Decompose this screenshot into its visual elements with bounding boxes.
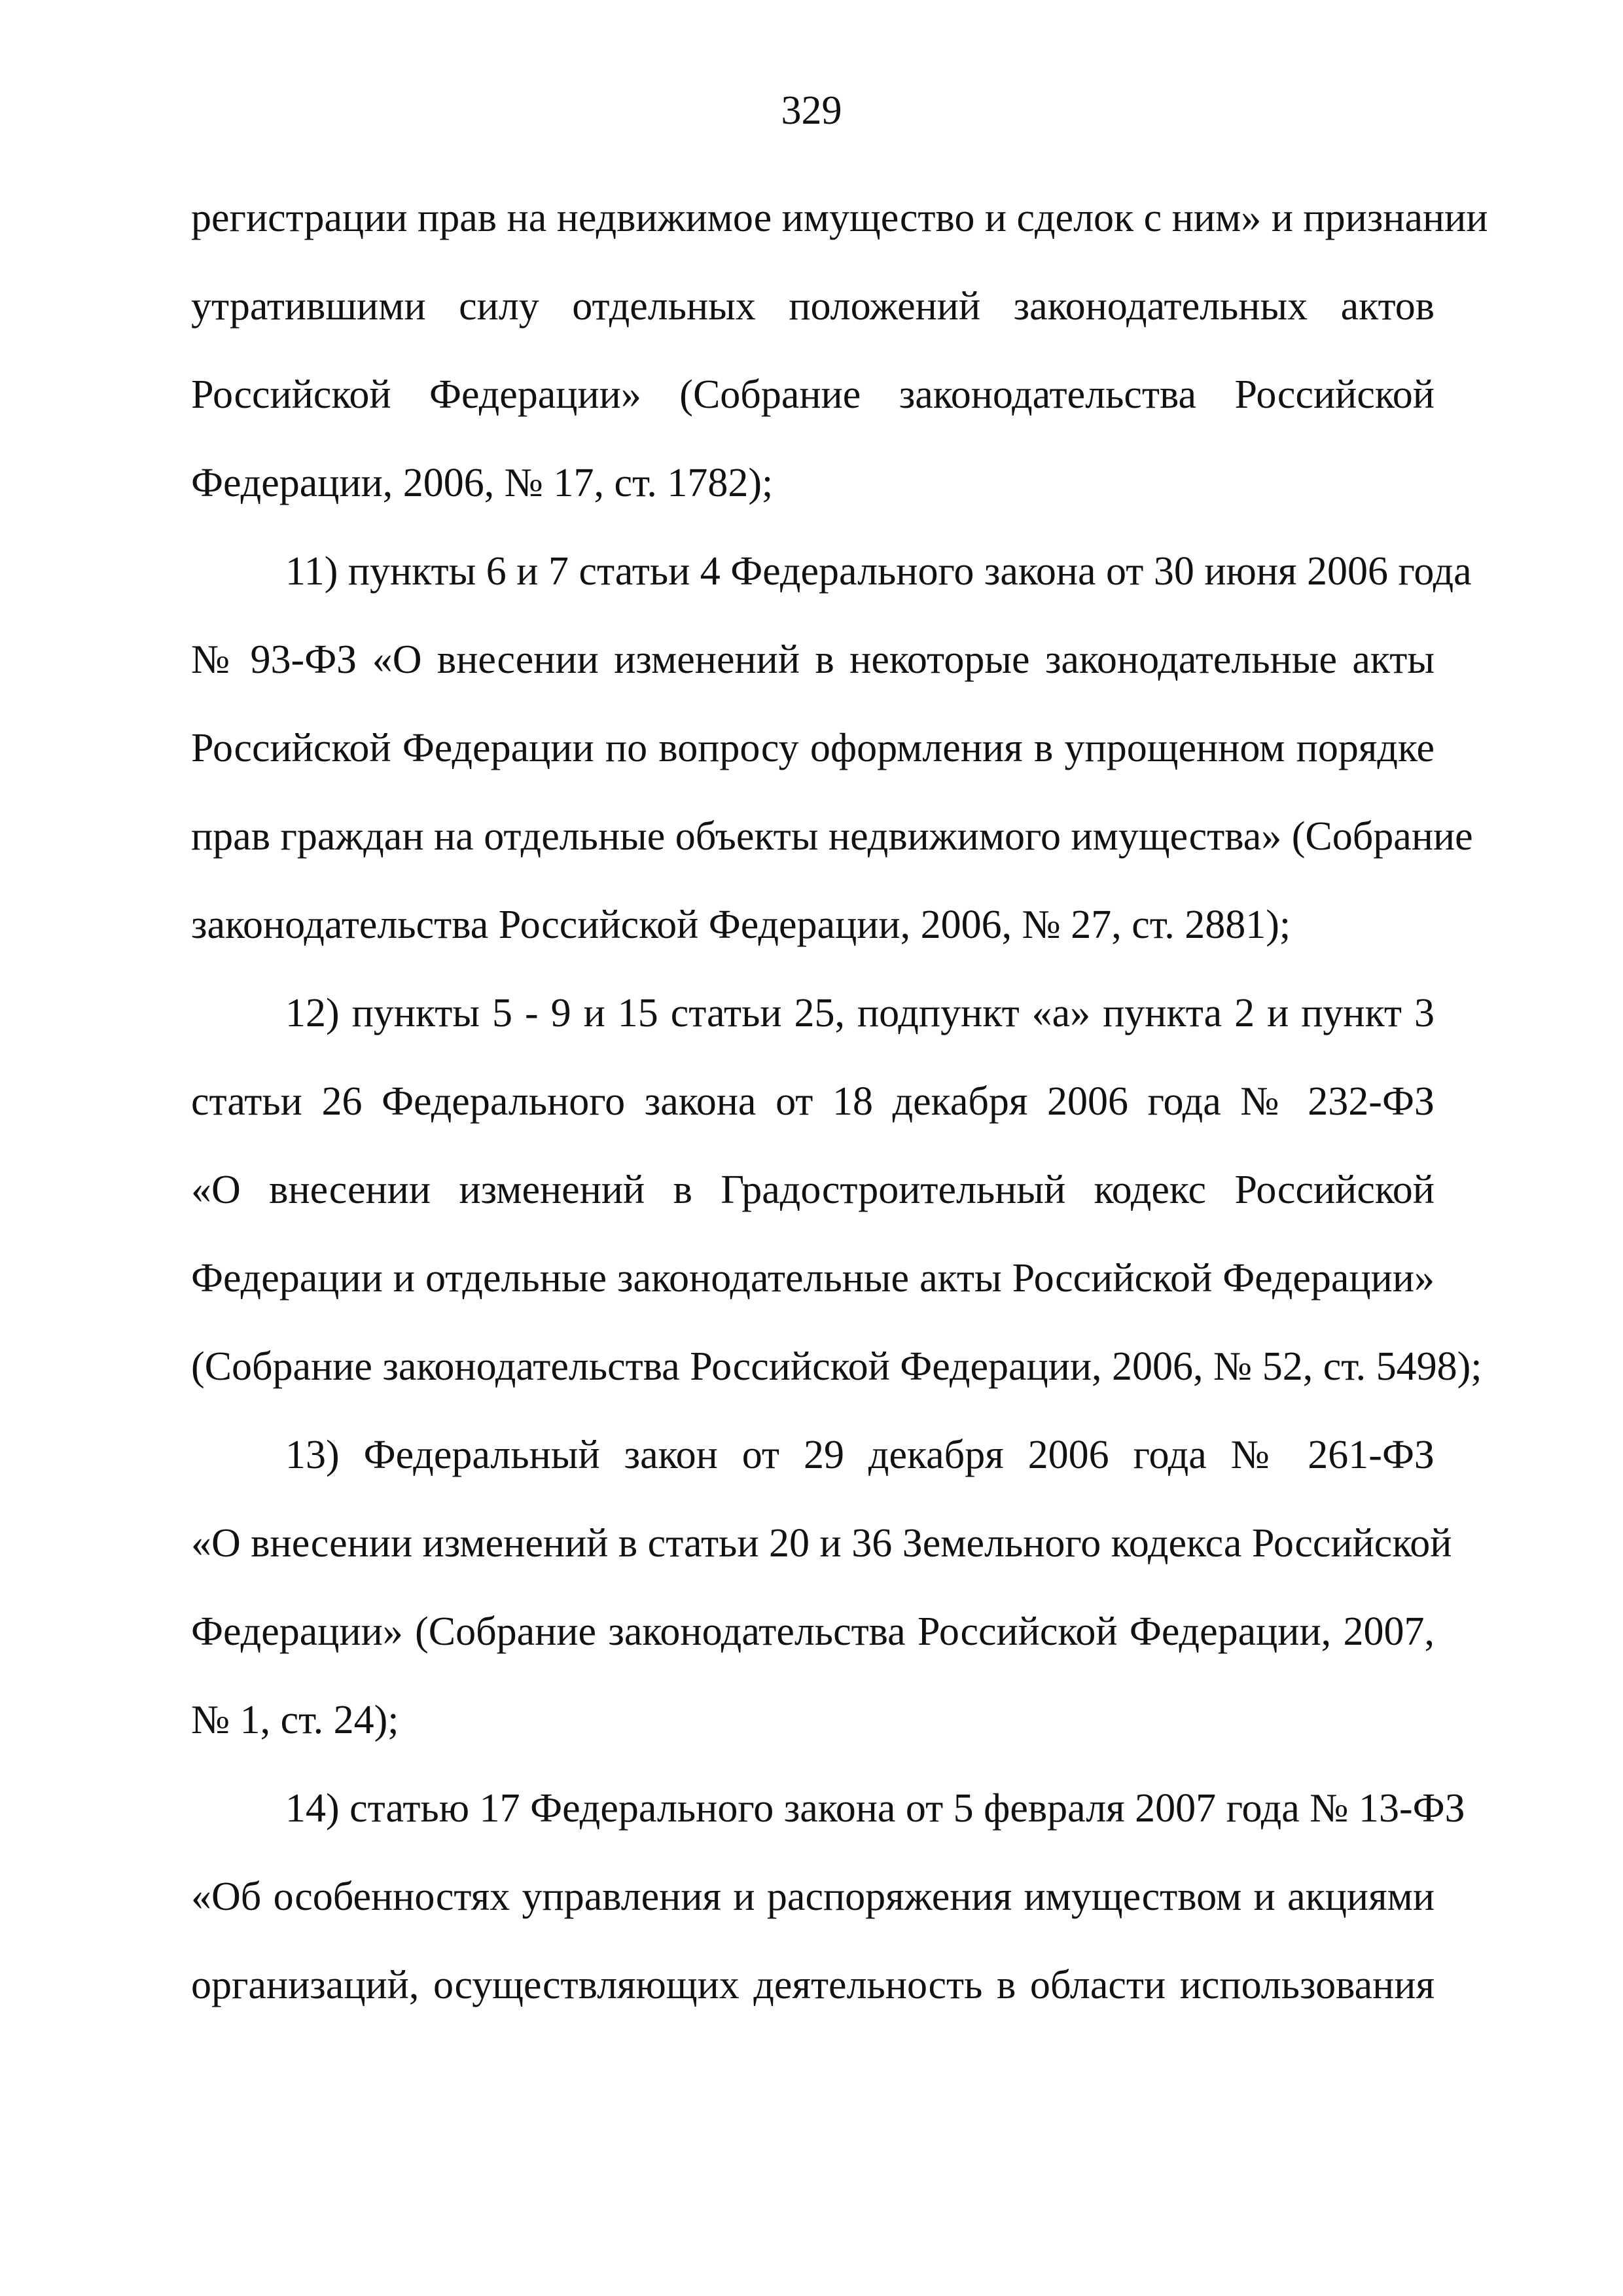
document-body [191, 174, 1488, 2030]
text-line: организаций, осуществляющих деятельность в области использования [191, 1963, 1435, 2007]
text-line: 12) пункты 5 - 9 и 15 статьи 25, подпункт «а» пункта 2 и пункт 3 [285, 991, 1435, 1035]
text-line: «О внесении изменений в Градостроительный кодекс Российской [191, 1168, 1435, 1212]
page-number: 329 [781, 88, 842, 133]
text-line: законодательства Российской Федерации, 2006, № 27, ст. 2881); [191, 903, 1291, 947]
text-line: прав граждан на отдельные объекты недвижимого имущества» (Собрание [191, 814, 1473, 859]
text-line: Российской Федерации по вопросу оформления в упрощенном порядке [191, 726, 1435, 770]
text-line: № 1, ст. 24); [191, 1698, 399, 1742]
text-line: 11) пункты 6 и 7 статьи 4 Федерального закона от 30 июня 2006 года [285, 549, 1472, 594]
text-line: «О внесении изменений в статьи 20 и 36 Земельного кодекса Российской [191, 1521, 1452, 1566]
text-line: Федерации» (Собрание законодательства Российской Федерации, 2007, [191, 1609, 1435, 1654]
text-line: статьи 26 Федерального закона от 18 декабря 2006 года № 232-ФЗ [191, 1079, 1435, 1124]
text-line: (Собрание законодательства Российской Федерации, 2006, № 52, ст. 5498); [191, 1344, 1482, 1389]
text-line: 13) Федеральный закон от 29 декабря 2006 года № 261-ФЗ [285, 1433, 1435, 1477]
text-line: утратившими силу отдельных положений законодательных актов [191, 284, 1435, 329]
text-line: № 93-ФЗ «О внесении изменений в некоторые законодательные акты [191, 637, 1435, 682]
text-line: Федерации и отдельные законодательные акты Российской Федерации» [191, 1256, 1435, 1300]
text-line: Российской Федерации» (Собрание законодательства Российской [191, 372, 1435, 417]
text-line: регистрации прав на недвижимое имущество и сделок с ним» и признании [191, 196, 1488, 240]
text-line: 14) статью 17 Федерального закона от 5 февраля 2007 года № 13-ФЗ [285, 1786, 1465, 1831]
text-line: «Об особенностях управления и распоряжения имуществом и акциями [191, 1874, 1435, 1919]
text-line: Федерации, 2006, № 17, ст. 1782); [191, 461, 774, 505]
